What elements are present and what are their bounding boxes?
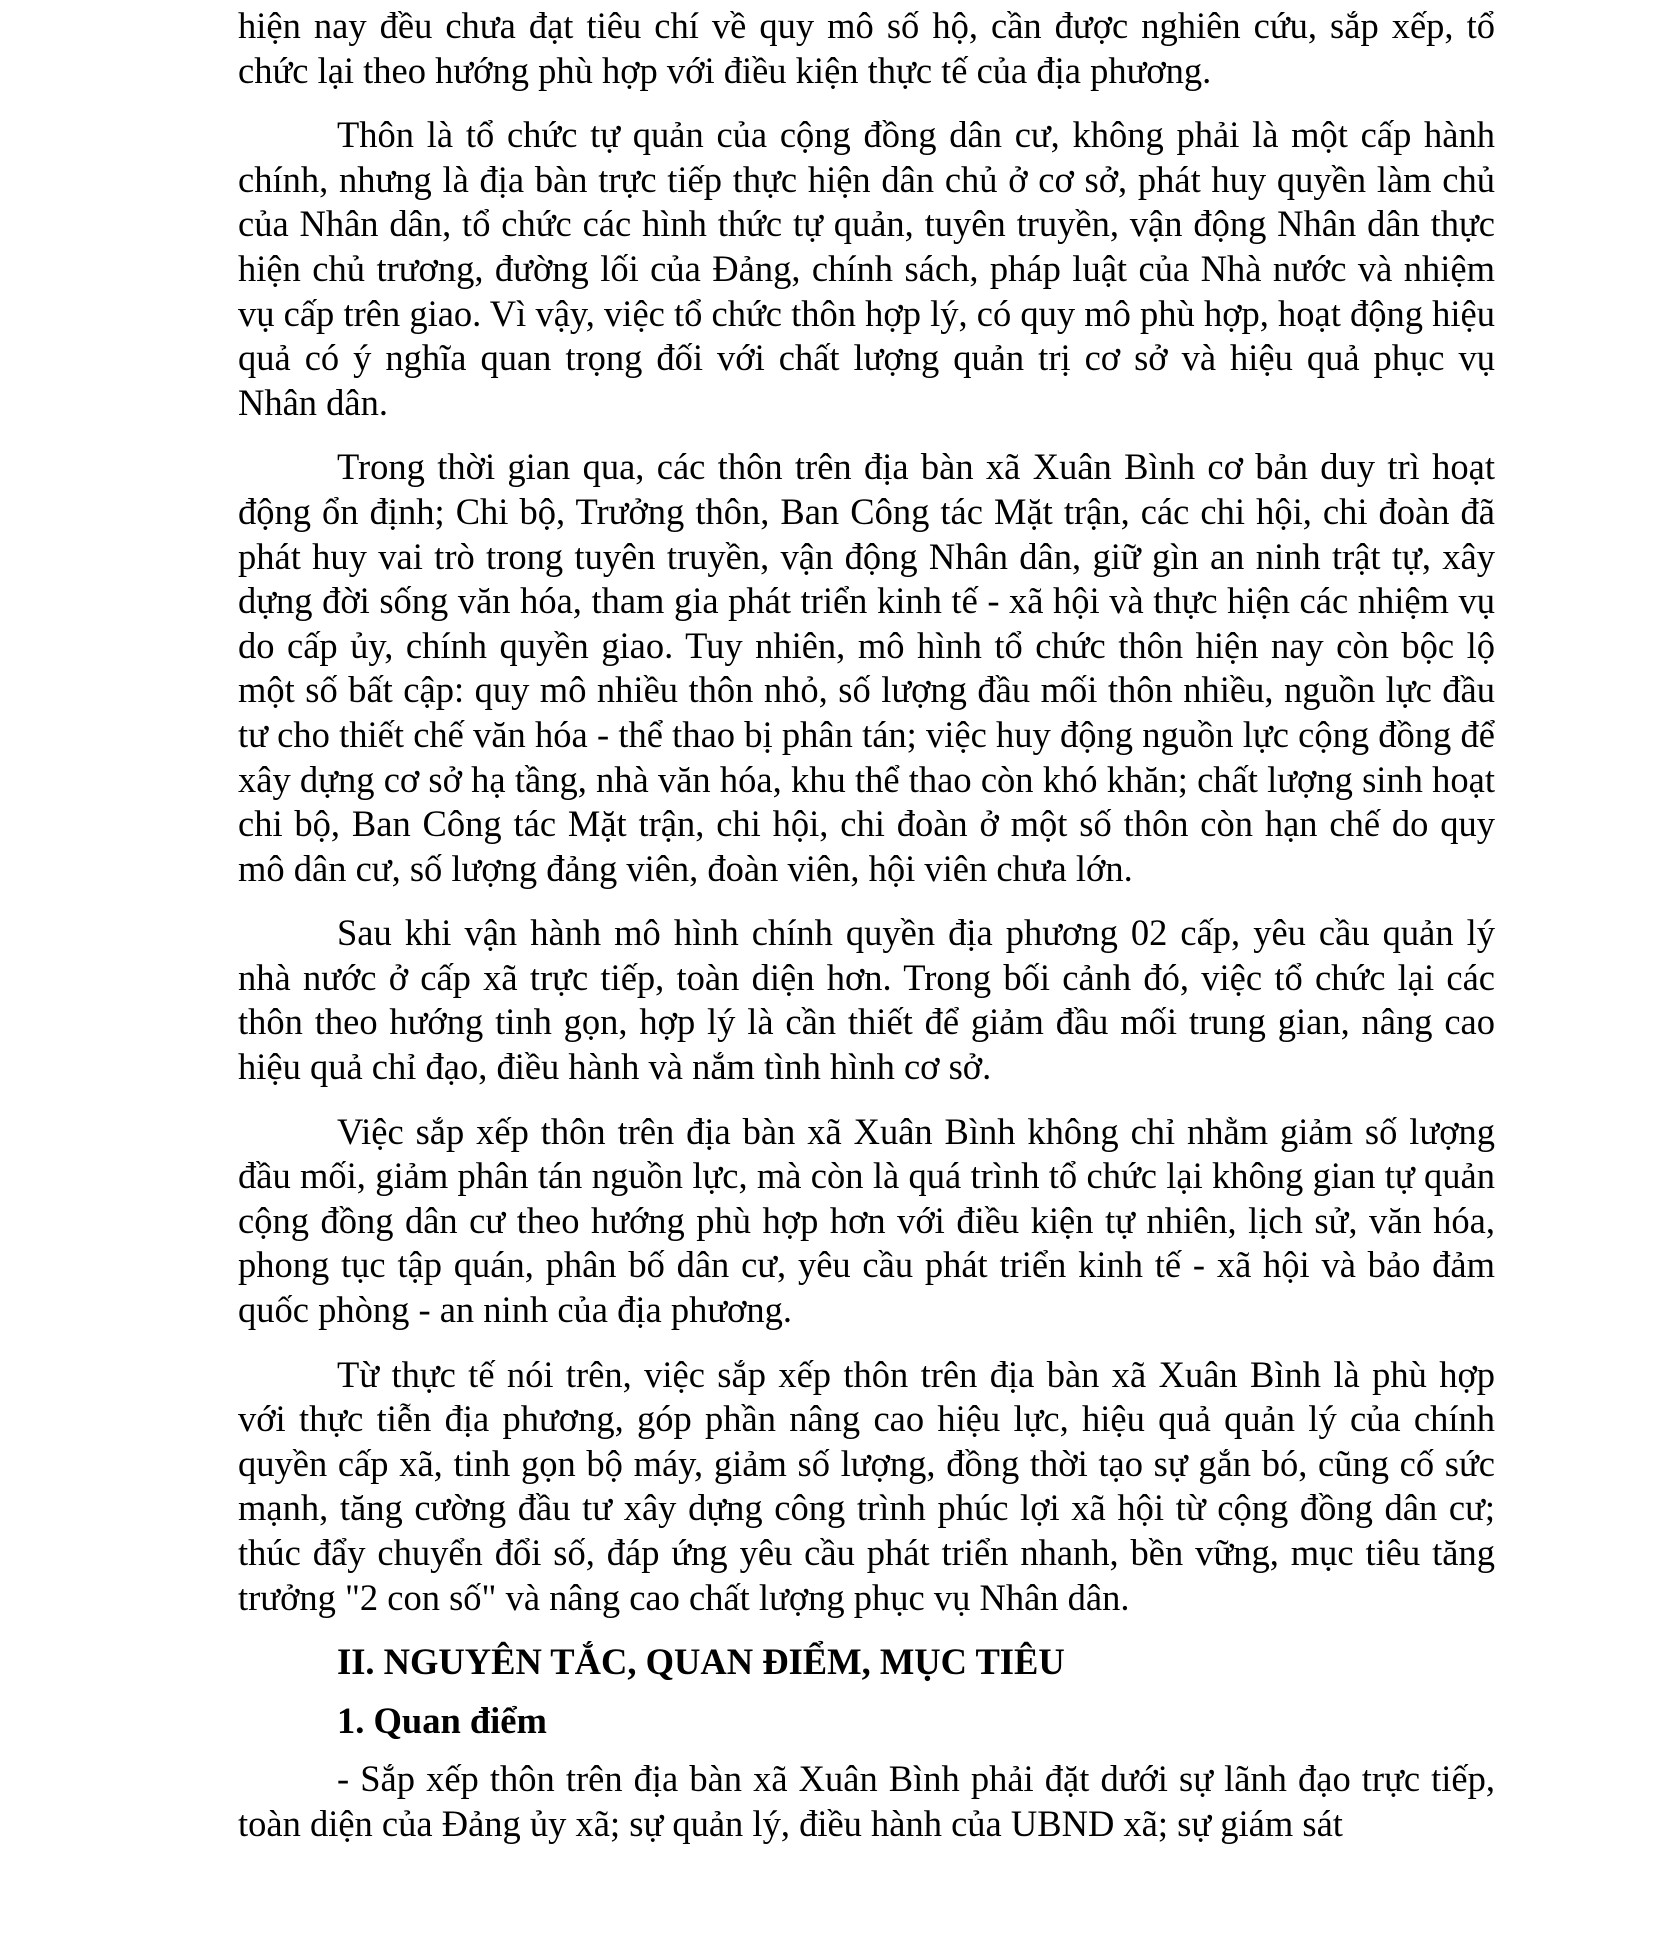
paragraph-thon-role: Thôn là tổ chức tự quản của cộng đồng dân cư, không phải là một cấp hành chính, nhưng là địa bàn trực tiếp thực hiện dân chủ ở cơ sở, phát huy quyền làm chủ của Nhân dân, tổ chức các hình thức tự quản, tuyên truyền, vận động Nhân dân thực hiện chủ trương, đường lối của Đảng, chính sách, pháp luật của Nhà nước và nhiệm vụ cấp trên giao. Vì vậy, việc tổ chức thôn hợp lý, có quy mô phù hợp, hoạt động hiệu quả có ý nghĩa quan trọng đối với chất lượng quản trị cơ sở và hiệu quả phục vụ Nhân dân. <box>238 114 1495 423</box>
paragraph-continuation: hiện nay đều chưa đạt tiêu chí về quy mô số hộ, cần được nghiên cứu, sắp xếp, tổ chức lại theo hướng phù hợp với điều kiện thực tế của địa phương. <box>238 5 1495 91</box>
paragraph-conclusion: Từ thực tế nói trên, việc sắp xếp thôn trên địa bàn xã Xuân Bình là phù hợp với thực tiễn địa phương, góp phần nâng cao hiệu lực, hiệu quả quản lý của chính quyền cấp xã, tinh gọn bộ máy, giảm số lượng, đồng thời tạo sự gắn bó, cũng cố sức mạnh, tăng cường đầu tư xây dựng công trình phúc lợi xã hội từ cộng đồng dân cư; thúc đẩy chuyển đổi số, đáp ứng yêu cầu phát triển nhanh, bền vững, mục tiêu tăng trưởng "2 con số" và nâng cao chất lượng phục vụ Nhân dân. <box>238 1353 1495 1618</box>
paragraph-viewpoint-item: - Sắp xếp thôn trên địa bàn xã Xuân Bình phải đặt dưới sự lãnh đạo trực tiếp, toàn diện của Đảng ủy xã; sự quản lý, điều hành của UBND xã; sự giám sát <box>238 1758 1495 1844</box>
section-heading: II. NGUYÊN TẮC, QUAN ĐIỂM, MỤC TIÊU <box>337 1641 1065 1683</box>
document-page <box>238 4 1495 1847</box>
paragraph-two-level-government: Sau khi vận hành mô hình chính quyền địa phương 02 cấp, yêu cầu quản lý nhà nước ở cấp xã trực tiếp, toàn diện hơn. Trong bối cảnh đó, việc tổ chức lại các thôn theo hướng tinh gọn, hợp lý là cần thiết để giảm đầu mối trung gian, nâng cao hiệu quả chỉ đạo, điều hành và nắm tình hình cơ sở. <box>238 912 1495 1088</box>
paragraph-reorganization-purpose: Việc sắp xếp thôn trên địa bàn xã Xuân Bình không chỉ nhằm giảm số lượng đầu mối, giảm phân tán nguồn lực, mà còn là quá trình tổ chức lại không gian tự quản cộng đồng dân cư theo hướng phù hợp hơn với điều kiện tự nhiên, lịch sử, văn hóa, phong tục tập quán, phân bố dân cư, yêu cầu phát triển kinh tế - xã hội và bảo đảm quốc phòng - an ninh của địa phương. <box>238 1110 1495 1331</box>
paragraph-current-situation: Trong thời gian qua, các thôn trên địa bàn xã Xuân Bình cơ bản duy trì hoạt động ổn định; Chi bộ, Trưởng thôn, Ban Công tác Mặt trận, các chi hội, chi đoàn đã phát huy vai trò trong tuyên truyền, vận động Nhân dân, giữ gìn an ninh trật tự, xây dựng đời sống văn hóa, tham gia phát triển kinh tế - xã hội và thực hiện các nhiệm vụ do cấp ủy, chính quyền giao. Tuy nhiên, mô hình tổ chức thôn hiện nay còn bộc lộ một số bất cập: quy mô nhiều thôn nhỏ, số lượng đầu mối thôn nhiều, nguồn lực đầu tư cho thiết chế văn hóa - thể thao bị phân tán; việc huy động nguồn lực cộng đồng để xây dựng cơ sở hạ tầng, nhà văn hóa, khu thể thao còn khó khăn; chất lượng sinh hoạt chi bộ, Ban Công tác Mặt trận, chi hội, chi đoàn ở một số thôn còn hạn chế do quy mô dân cư, số lượng đảng viên, đoàn viên, hội viên chưa lớn. <box>238 446 1495 889</box>
subsection-heading: 1. Quan điểm <box>337 1699 547 1741</box>
